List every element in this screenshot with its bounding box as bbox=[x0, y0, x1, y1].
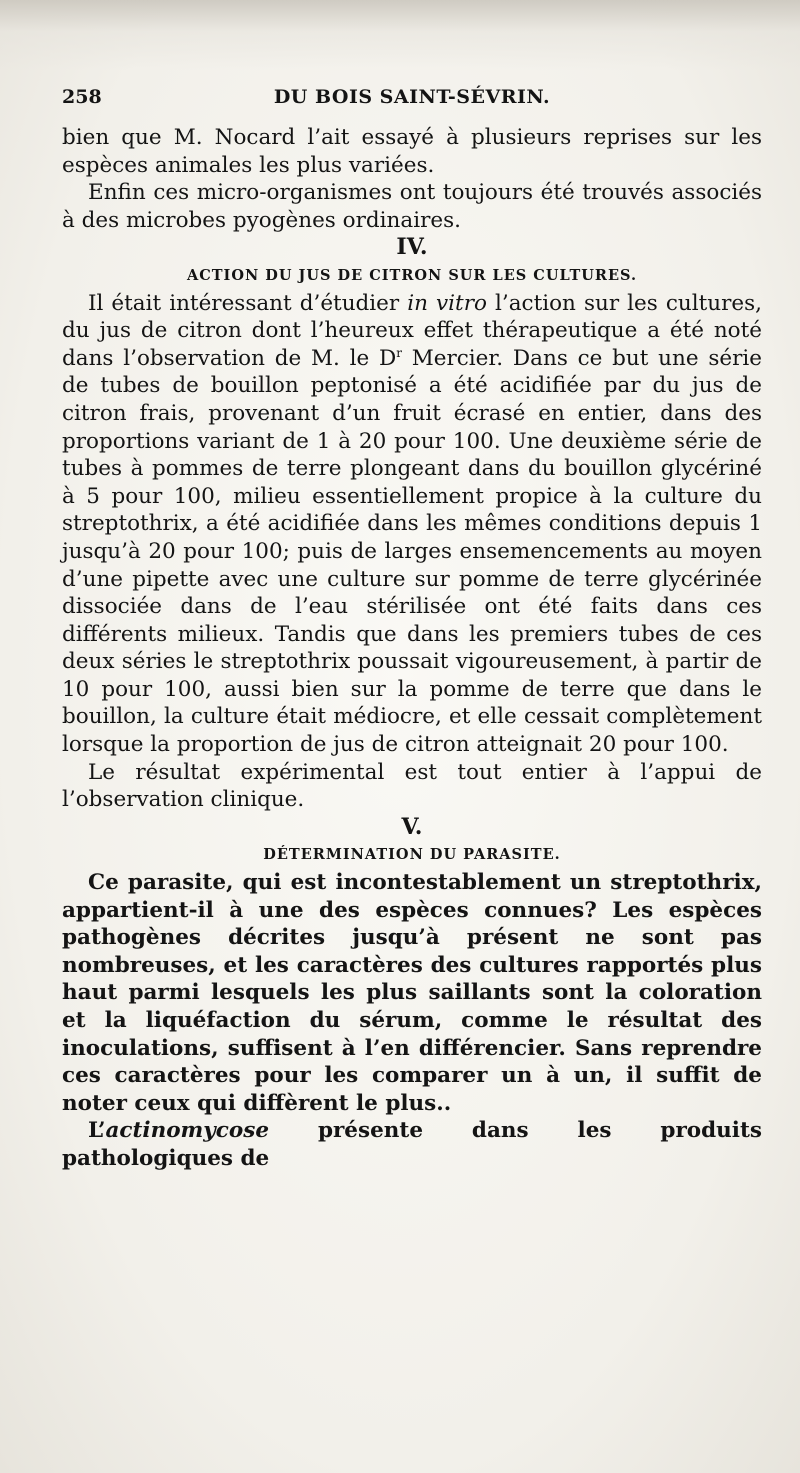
paragraph-parasite: Ce parasite, qui est incontestablement un streptothrix, appartient-il à une des espèces connues? Les espèces pathogènes décrites jusqu’à présent ne sont pas nombreuses, et les caractères des cultures rapportés plus haut parmi lesquels les plus saillants sont la coloration et la liquéfaction du sérum, comme le résultat des inoculations, suffisent à l’en différencier. Sans reprendre ces caractères pour les comparer un à un, il suffit de noter ceux qui diffèrent le plus.. bbox=[62, 870, 762, 1116]
section-title-iv: ACTION DU JUS DE CITRON SUR LES CULTURES. bbox=[186, 266, 638, 284]
paragraph-citron-experiment: Il était intéressant d’étudier in vitro l’action sur les cultures, du jus de citron dont l’heureux effet thérapeutique a été noté dans l’observation de M. le $D^r$ Mercier. Dans ce but une série de tubes de bouillon peptonisé a été acidifiée par du jus de citron frais, provenant d’un fruit écrasé en entier, dans des proportions variant de 1 à 20 pour 100. Une deuxième série de tubes à pommes de terre plongeant dans du bouillon glycériné à 5 pour 100, milieu essentiellement propice à la culture du streptothrix, a été acidifiée dans les mêmes conditions depuis 1 jusqu’à 20 pour 100; puis de larges ensemencements au moyen d’une pipette avec une culture sur pomme de terre glycérinée dissociée dans de l’eau stérilisée ont été faits dans ces différents milieux. Tandis que dans les premiers tubes de ces deux séries le streptothrix poussait vigoureusement, à partir de 10 pour 100, aussi bien sur la pomme de terre que dans le bouillon, la culture était médiocre, et elle cessait complètement lorsque la proportion de jus de citron atteignait 20 pour 100. bbox=[62, 290, 763, 758]
page-header bbox=[62, 86, 762, 110]
body-text bbox=[62, 124, 762, 1173]
section-number-v: V. bbox=[401, 813, 423, 840]
section-title-v: DÉTERMINATION DU PARASITE. bbox=[263, 846, 561, 864]
paragraph-result: Le résultat expérimental est tout entier à l’appui de l’observation clinique. bbox=[62, 759, 762, 813]
paragraph-actinomycose: L’actinomycose présente dans les produits pathologiques de bbox=[62, 1118, 762, 1171]
paragraph-continuation: bien que M. Nocard l’ait essayé à plusieurs reprises sur les espèces animales les plus variées. bbox=[62, 125, 762, 178]
section-number-iv: IV. bbox=[396, 234, 428, 261]
running-head: DU BOIS SAINT-SÉVRIN. bbox=[273, 86, 551, 108]
paragraph-microbes: Enfin ces micro-organismes ont toujours été trouvés associés à des microbes pyogènes ordinaires. bbox=[62, 180, 762, 233]
bold-section-text bbox=[62, 869, 762, 1173]
scan-shadow bbox=[0, 0, 800, 70]
page-number: 258 bbox=[62, 86, 102, 108]
